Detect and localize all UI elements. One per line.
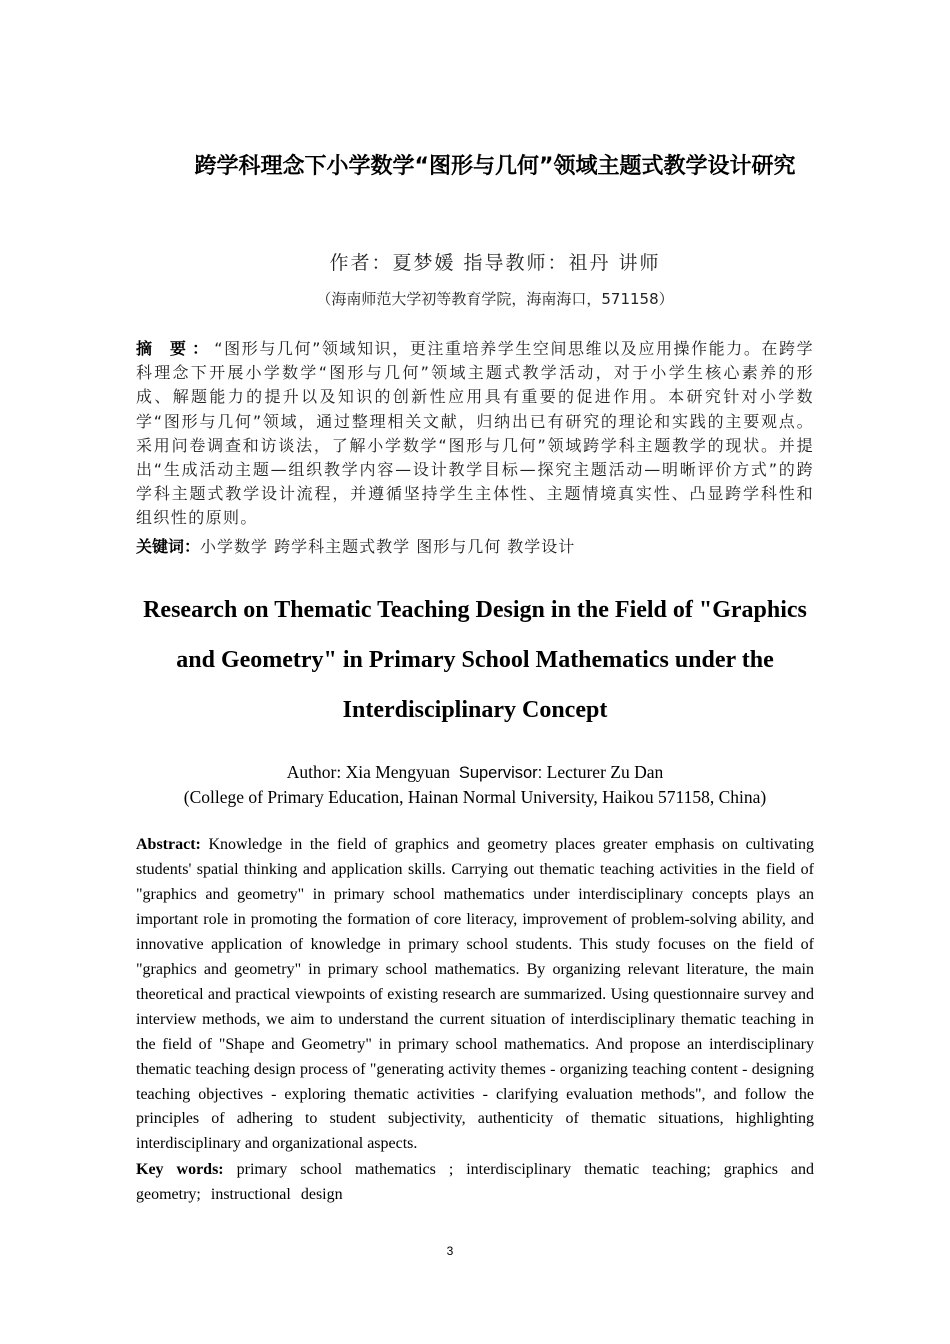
english-abstract: [136, 833, 814, 1157]
english-supervisor-label: Supervisor:: [458, 764, 543, 782]
english-keywords-text: primary school mathematics ; interdisciplinary thematic teaching; graphics and geometry; instructional design: [136, 1161, 815, 1203]
english-author-line: [136, 760, 814, 786]
english-author: Author: Xia Mengyuan: [286, 762, 451, 782]
chinese-title: 跨学科理念下小学数学“图形与几何”领域主题式教学设计研究: [194, 154, 796, 179]
english-keywords-label: Key words:: [136, 1161, 224, 1178]
page-number: 3: [446, 1244, 454, 1258]
english-supervisor-name: Lecturer Zu Dan: [546, 762, 664, 782]
chinese-keywords-label: 关键词：: [136, 537, 201, 556]
chinese-keywords-text: 小学数学 跨学科主题式教学 图形与几何 教学设计: [200, 537, 576, 556]
chinese-author-line: 作者：夏梦媛 指导教师：祖丹 讲师: [329, 252, 661, 274]
english-keywords: [136, 1157, 814, 1207]
chinese-abstract-label: 摘 要：: [136, 339, 215, 358]
chinese-abstract: [136, 337, 814, 531]
english-title: Research on Thematic Teaching Design in the Field of "Graphics and Geometry" in Primary School Mathematics under the Interdisciplinary Concept: [143, 597, 807, 723]
chinese-affiliation: （海南师范大学初等教育学院，海南海口，571158）: [316, 290, 674, 308]
chinese-abstract-text: “图形与几何”领域知识，更注重培养学生空间思维以及应用操作能力。在跨学科理念下开展小学数学“图形与几何”领域主题式教学活动，对于小学生核心素养的形成、解题能力的提升以及知识的创新性应用具有重要的促进作用。本研究针对小学数学“图形与几何”领域，通过整理相关文献，归纳出已有研究的理论和实践的主要观点。采用问卷调查和访谈法，了解小学数学“图形与几何”领域跨学科主题教学的现状。并提出“生成活动主题—组织教学内容—设计教学目标—探究主题活动—明晰评价方式”的跨学科主题式教学设计流程，并遵循坚持学生主体性、主题情境真实性、凸显跨学科性和组织性的原则。: [136, 339, 814, 528]
chinese-keywords: [136, 535, 814, 559]
english-affiliation: (College of Primary Education, Hainan Normal University, Haikou 571158, China): [183, 787, 767, 807]
english-abstract-text: Knowledge in the field of graphics and geometry places greater emphasis on cultivating students' spatial thinking and application skills. Carrying out thematic teaching activities in the field of "graphics and geometry" in primary school mathematics under interdisciplinary concepts plays an important role in promoting the formation of core literacy, improvement of problem-solving ability, and innovative application of knowledge in primary school students. This study focuses on the field of "graphics and geometry" in primary school mathematics. By organizing relevant literature, the main theoretical and practical viewpoints of existing research are summarized. Using questionnaire survey and interview methods, we aim to understand the current situation of interdisciplinary thematic teaching in the field of "Shape and Geometry" in primary school mathematics. And propose an interdisciplinary thematic teaching design process of "generating activity themes - organizing teaching content - designing teaching objectives - exploring thematic activities - clarifying evaluation methods", and follow the principles of adhering to student subjectivity, authenticity of thematic situations, highlighting interdisciplinary and organizational aspects.: [136, 836, 815, 1153]
english-abstract-label: Abstract:: [136, 836, 201, 853]
